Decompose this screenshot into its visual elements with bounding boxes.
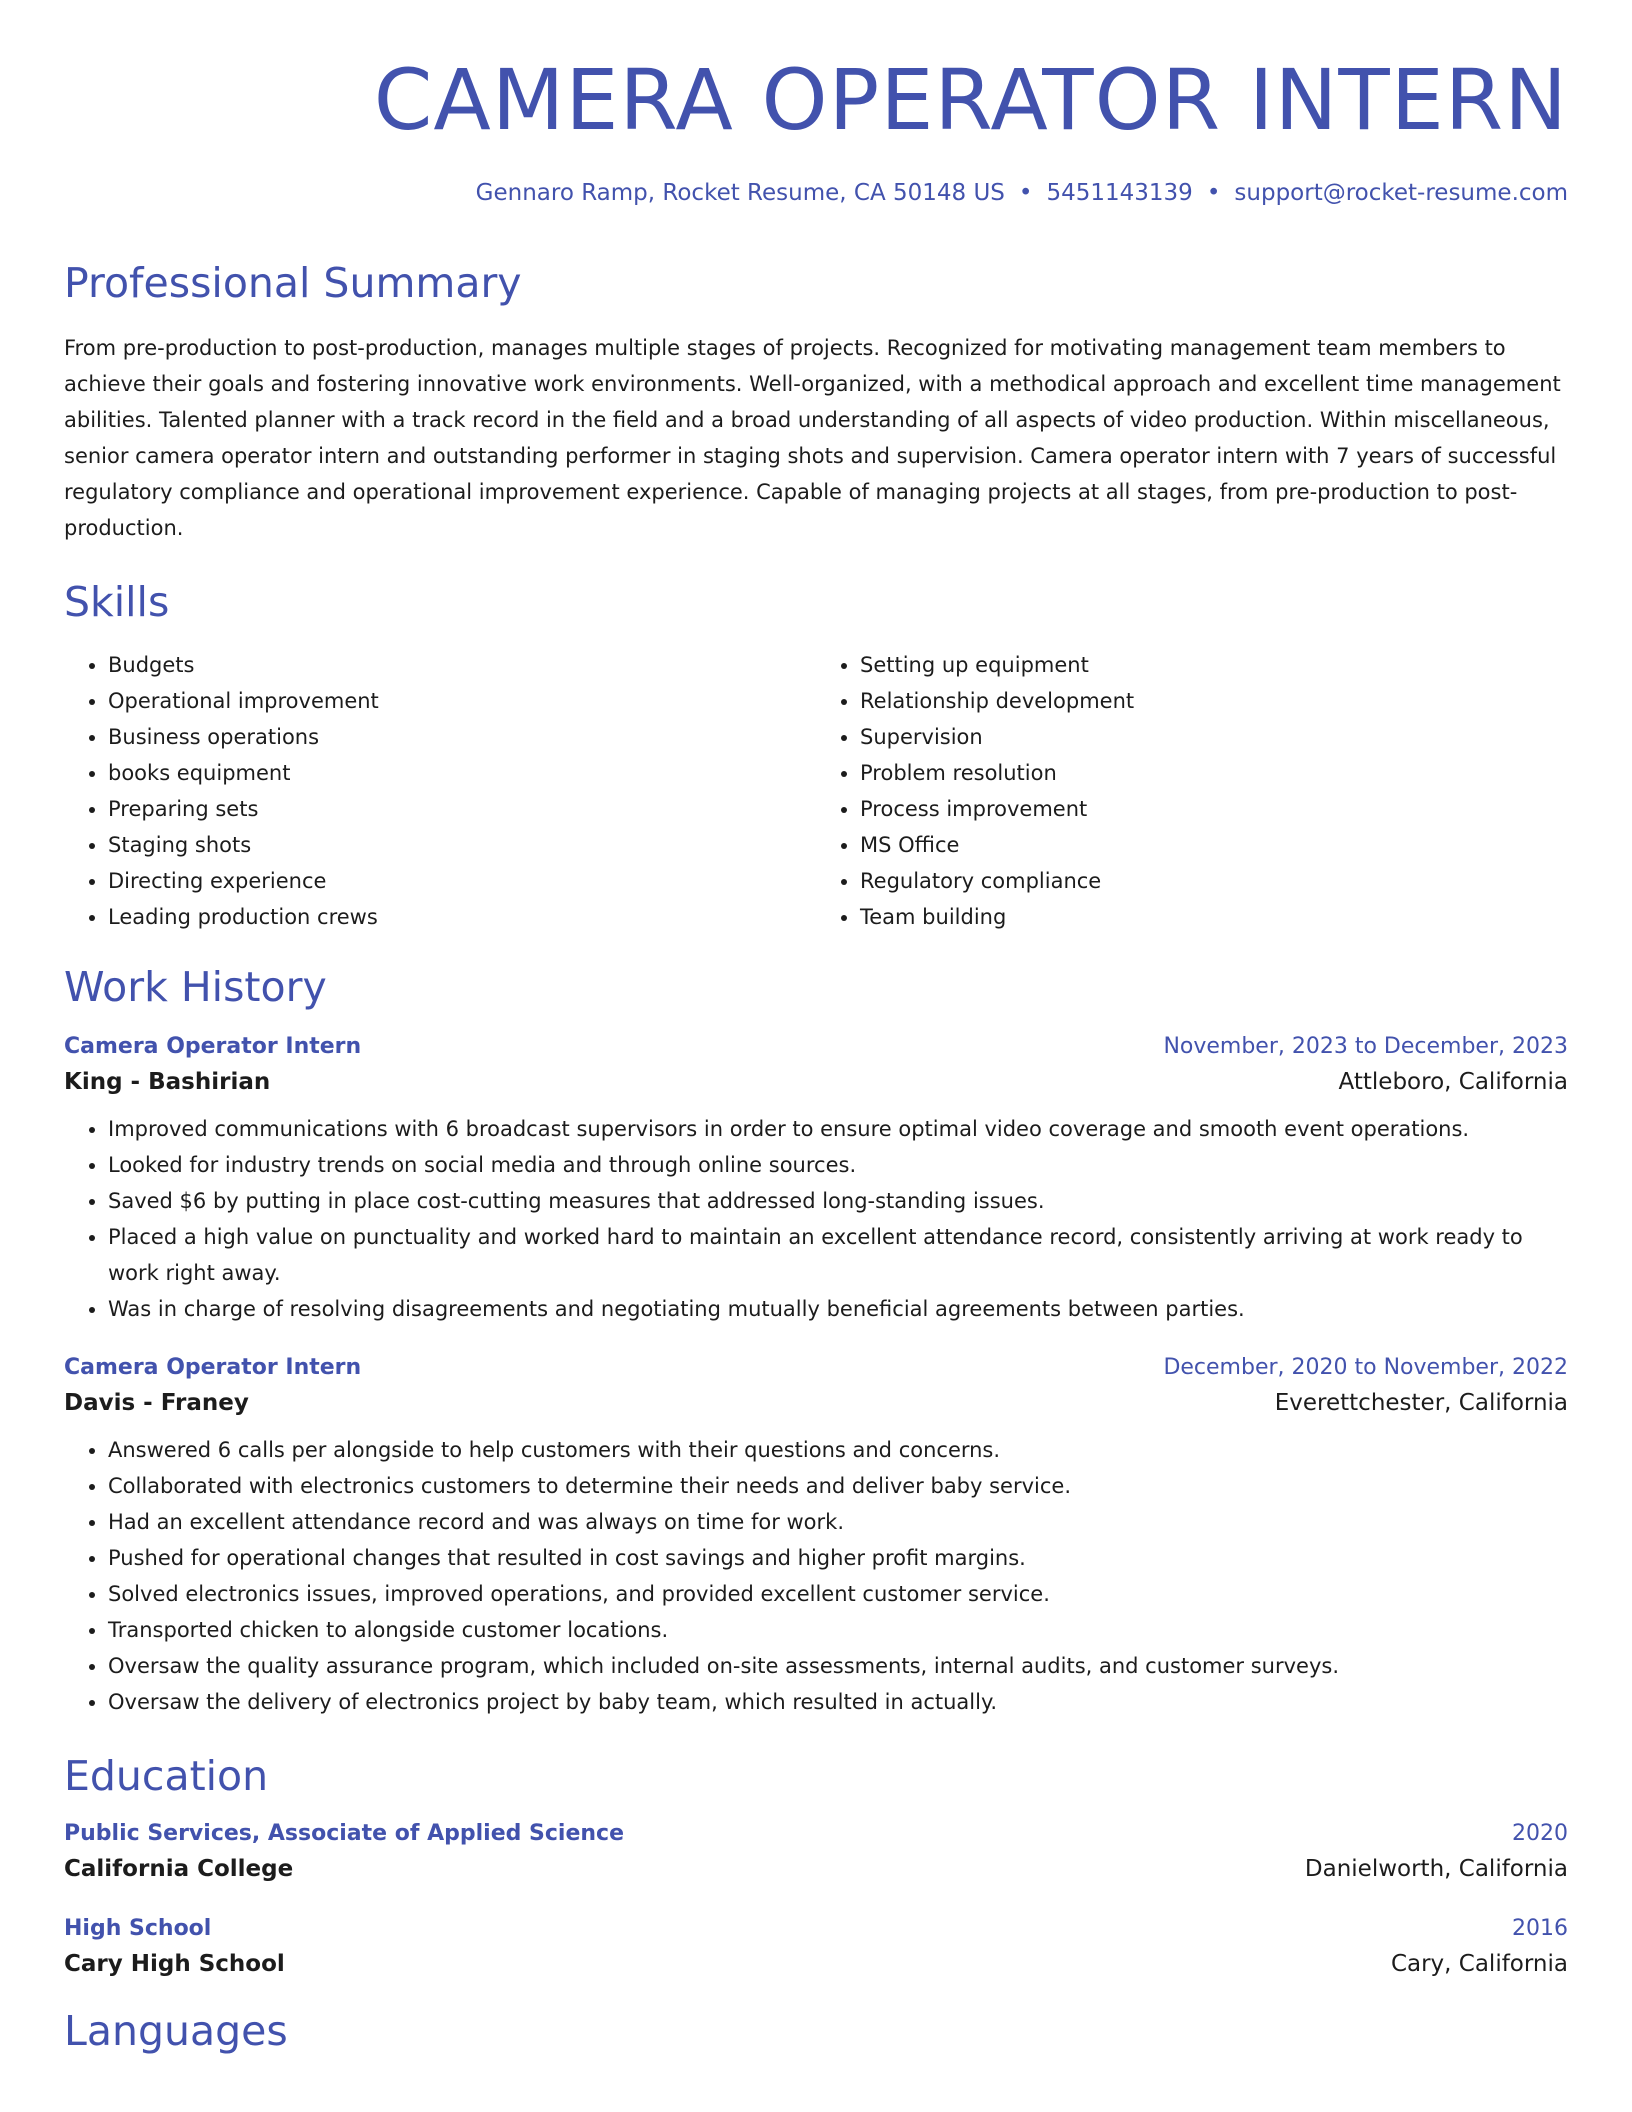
job-dates: December, 2020 to November, 2022 — [1163, 1355, 1568, 1380]
contact-separator: • — [1018, 180, 1033, 206]
education-degree: Public Services, Associate of Applied Science — [64, 1821, 624, 1846]
job-location: Everettchester, California — [1274, 1390, 1568, 1416]
skill-item: • Operational improvement — [108, 683, 816, 719]
job-bullet: • Oversaw the delivery of electronics project by baby team, which resulted in actually. — [108, 1684, 1568, 1720]
resume-title: CAMERA OPERATOR INTERN — [373, 51, 1568, 149]
skills-list-right — [816, 647, 1568, 935]
job-bullet: • Transported chicken to alongside customer locations. — [108, 1612, 1568, 1648]
job-bullet: • Saved $6 by putting in place cost-cutting measures that addressed long-standing issues. — [108, 1183, 1568, 1219]
job-bullet: • Answered 6 calls per alongside to help customers with their questions and concerns. — [108, 1432, 1568, 1468]
skills-heading: Skills — [64, 578, 170, 626]
job-entry — [64, 1355, 1568, 1720]
job-bullet: • Looked for industry trends on social media and through online sources. — [108, 1147, 1568, 1183]
job-subheader — [64, 1390, 1568, 1416]
contact-email[interactable]: support@rocket-resume.com — [1234, 180, 1568, 206]
languages-heading: Languages — [64, 2007, 288, 2055]
job-bullets — [64, 1432, 1568, 1720]
job-bullet: • Improved communications with 6 broadcast supervisors in order to ensure optimal video coverage and smooth event operations. — [108, 1111, 1568, 1147]
job-role: Camera Operator Intern — [64, 1355, 362, 1380]
education-entry — [64, 1821, 1568, 1882]
skill-item: • Leading production crews — [108, 899, 816, 935]
skill-item: • Business operations — [108, 719, 816, 755]
contact-address: Gennaro Ramp, Rocket Resume, CA 50148 US — [475, 180, 1005, 206]
education-header — [64, 1916, 1568, 1941]
job-header — [64, 1034, 1568, 1059]
education-header — [64, 1821, 1568, 1846]
education-school: California College — [64, 1856, 294, 1882]
skill-item: • Preparing sets — [108, 791, 816, 827]
skill-item: • Staging shots — [108, 827, 816, 863]
education-school: Cary High School — [64, 1951, 285, 1977]
job-location: Attleboro, California — [1338, 1069, 1568, 1095]
education-subheader — [64, 1856, 1568, 1882]
education-subheader — [64, 1951, 1568, 1977]
education-year: 2016 — [1512, 1916, 1568, 1941]
job-bullet: • Solved electronics issues, improved operations, and provided excellent customer service. — [108, 1576, 1568, 1612]
job-bullet: • Placed a high value on punctuality and worked hard to maintain an excellent attendance record, consistently arriving at work ready to work right away. — [108, 1219, 1568, 1291]
skills-list-left — [64, 647, 816, 935]
job-bullet: • Oversaw the quality assurance program, which included on-site assessments, internal audits, and customer surveys. — [108, 1648, 1568, 1684]
job-role: Camera Operator Intern — [64, 1034, 362, 1059]
education-year: 2020 — [1512, 1821, 1568, 1846]
job-header — [64, 1355, 1568, 1380]
skill-item: • MS Office — [860, 827, 1568, 863]
skill-item: • Budgets — [108, 647, 816, 683]
contact-line — [64, 182, 1568, 205]
job-bullets — [64, 1111, 1568, 1327]
skill-item: • Relationship development — [860, 683, 1568, 719]
job-company: Davis - Franey — [64, 1390, 249, 1416]
job-bullet: • Had an excellent attendance record and was always on time for work. — [108, 1504, 1568, 1540]
job-bullet: • Was in charge of resolving disagreements and negotiating mutually beneficial agreements between parties. — [108, 1291, 1568, 1327]
education-location: Cary, California — [1390, 1951, 1568, 1977]
skill-item: • Directing experience — [108, 863, 816, 899]
resume-page — [64, 0, 1568, 2055]
job-bullet: • Collaborated with electronics customers to determine their needs and deliver baby service. — [108, 1468, 1568, 1504]
job-bullet: • Pushed for operational changes that resulted in cost savings and higher profit margins. — [108, 1540, 1568, 1576]
skill-item: • books equipment — [108, 755, 816, 791]
skill-item: • Process improvement — [860, 791, 1568, 827]
summary-text: From pre-production to post-production, manages multiple stages of projects. Recognized for motivating management team members to achieve their goals and fostering innovative work environments. Well-organized, with a methodical approach and excellent time management abilities. Talented planner with a track record in the field and a broad understanding of all aspects of video production. Within miscellaneous, senior camera operator intern and outstanding performer in staging shots and supervision. Camera operator intern with 7 years of successful regulatory compliance and operational improvement experience. Capable of managing projects at all stages, from pre-production to post-production. — [64, 336, 1561, 540]
skills-columns — [64, 647, 1568, 935]
education-heading: Education — [64, 1752, 269, 1800]
work-history-heading: Work History — [64, 963, 327, 1011]
job-dates: November, 2023 to December, 2023 — [1163, 1034, 1568, 1059]
skill-item: • Setting up equipment — [860, 647, 1568, 683]
education-degree: High School — [64, 1916, 212, 1941]
education-location: Danielworth, California — [1304, 1856, 1568, 1882]
education-entry — [64, 1916, 1568, 1977]
skill-item: • Regulatory compliance — [860, 863, 1568, 899]
job-entry — [64, 1034, 1568, 1327]
contact-phone: 5451143139 — [1046, 180, 1193, 206]
skill-item: • Team building — [860, 899, 1568, 935]
skill-item: • Supervision — [860, 719, 1568, 755]
summary-heading: Professional Summary — [64, 259, 522, 307]
job-company: King - Bashirian — [64, 1069, 271, 1095]
skill-item: • Problem resolution — [860, 755, 1568, 791]
contact-separator: • — [1206, 180, 1221, 206]
job-subheader — [64, 1069, 1568, 1095]
